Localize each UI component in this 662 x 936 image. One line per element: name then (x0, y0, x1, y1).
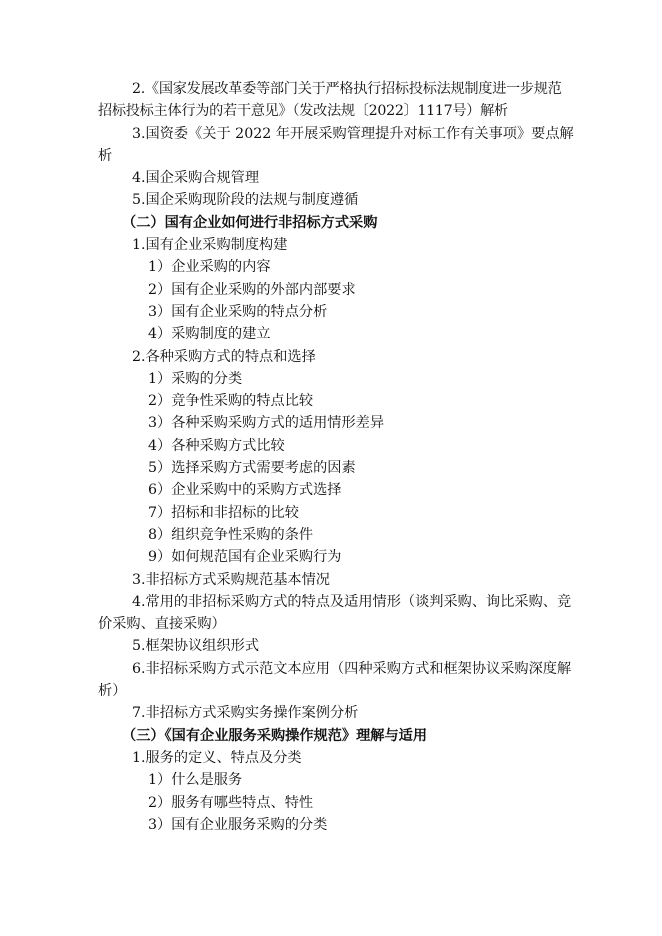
list-item: 1.服务的定义、特点及分类 (132, 749, 302, 766)
sub-list-item: 2）竞争性采购的特点比较 (148, 393, 314, 410)
list-item: 2.各种采购方式的特点和选择 (132, 348, 316, 365)
sub-list-item: 1）采购的分类 (148, 370, 243, 387)
sub-list-item: 2）国有企业采购的外部内部要求 (148, 281, 356, 298)
sub-list-item: 3）国有企业采购的特点分析 (148, 303, 328, 320)
list-item: 5.框架协议组织形式 (132, 638, 260, 655)
sub-list-item: 1）企业采购的内容 (148, 259, 271, 276)
paragraph-item-3: 3.国资委《关于 2022 年开展采购管理提升对标工作有关事项》要点解析 (98, 125, 574, 164)
list-item: 1.国有企业采购制度构建 (132, 237, 288, 254)
sub-list-item: 1）什么是服务 (148, 772, 243, 789)
sub-list-item: 2）服务有哪些特点、特性 (148, 794, 314, 811)
document-body (98, 78, 574, 836)
list-item: 3.非招标方式采购规范基本情况 (132, 571, 330, 588)
section-heading-2: （二）国有企业如何进行非招标方式采购 (122, 214, 378, 231)
paragraph-item-4: 4.常用的非招标采购方式的特点及适用情形（谈判采购、询比采购、竞价采购、直接采购） (98, 593, 572, 633)
sub-list-item: 8）组织竞争性采购的条件 (148, 526, 314, 543)
list-item: 4.国企采购合规管理 (132, 170, 260, 187)
list-item: 5.国企采购现阶段的法规与制度遵循 (132, 192, 359, 209)
sub-list-item: 3）国有企业服务采购的分类 (148, 816, 328, 833)
sub-list-item: 4）各种采购方式比较 (148, 437, 285, 454)
sub-list-item: 9）如何规范国有企业采购行为 (148, 549, 342, 566)
sub-list-item: 7）招标和非招标的比较 (148, 504, 299, 521)
paragraph-item-6: 6.非招标采购方式示范文本应用（四种采购方式和框架协议采购深度解析） (98, 660, 572, 700)
sub-list-item: 4）采购制度的建立 (148, 326, 271, 343)
section-heading-3: （三）《国有企业服务采购操作规范》理解与适用 (122, 727, 428, 744)
sub-list-item: 5）选择采购方式需要考虑的因素 (148, 460, 356, 477)
paragraph-item-2: 2.《国家发展改革委等部门关于严格执行招标投标法规制度进一步规范招标投标主体行为的若干意见》（发改法规〔2022〕1117号）解析 (98, 81, 562, 120)
sub-list-item: 6）企业采购中的采购方式选择 (148, 482, 342, 499)
sub-list-item: 3）各种采购采购方式的适用情形差异 (148, 415, 385, 432)
list-item: 7.非招标方式采购实务操作案例分析 (132, 705, 359, 722)
